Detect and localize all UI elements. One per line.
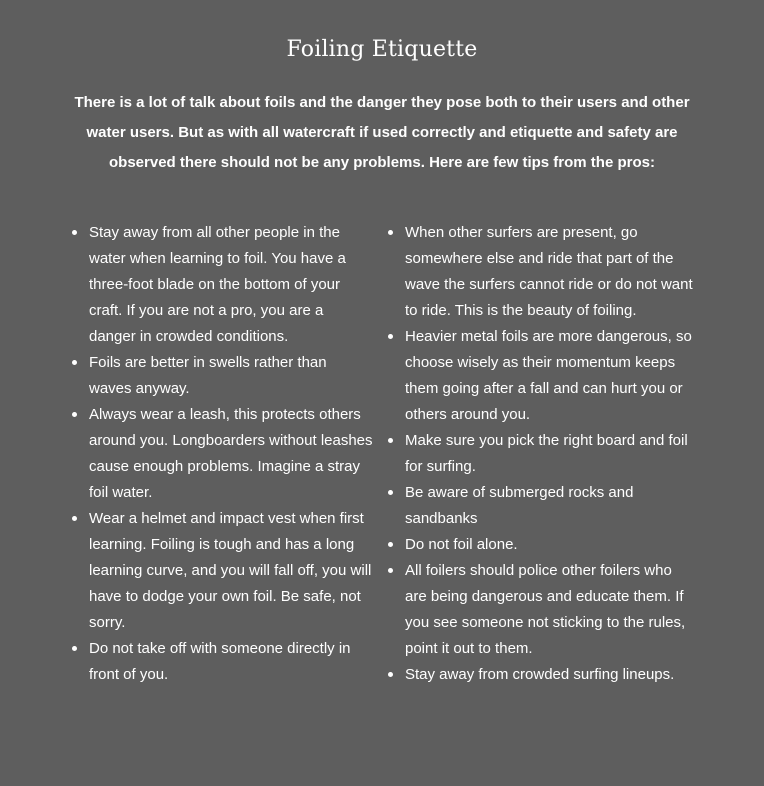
list-item xyxy=(405,480,693,532)
tip-text: Foils are better in swells rather than waves anyway. xyxy=(89,354,327,397)
tip-text: Stay away from crowded surfing lineups. xyxy=(405,666,675,683)
bullet-icon xyxy=(72,516,77,521)
list-item xyxy=(89,402,373,506)
list-item xyxy=(89,220,373,350)
tip-text: Always wear a leash, this protects others around you. Longboarders without leashes cause enough problems. Imagine a stray foil water. xyxy=(89,406,373,501)
bullet-icon xyxy=(388,230,393,235)
tip-text: Heavier metal foils are more dangerous, so choose wisely as their momentum keeps them going after a fall and can hurt you or others around you. xyxy=(405,328,692,423)
tip-text: Wear a helmet and impact vest when first learning. Foiling is tough and has a long learning curve, and you will fall off, you will have to dodge your own foil. Be safe, not sorry. xyxy=(89,510,372,631)
page-title: Foiling Etiquette xyxy=(286,37,478,62)
bullet-icon xyxy=(72,412,77,417)
list-item xyxy=(405,662,693,688)
tip-text: Do not foil alone. xyxy=(405,536,518,553)
tips-list-left xyxy=(89,220,373,688)
tip-text: Stay away from all other people in the water when learning to foil. You have a three-foot blade on the bottom of your craft. If you are not a pro, you are a danger in crowded conditions. xyxy=(89,224,346,345)
bullet-icon xyxy=(388,334,393,339)
bullet-icon xyxy=(388,672,393,677)
bullet-icon xyxy=(388,438,393,443)
bullet-icon xyxy=(388,568,393,573)
list-item xyxy=(405,532,693,558)
intro-paragraph: There is a lot of talk about foils and the danger they pose both to their users and other water users. But as with all watercraft if used correctly and etiquette and safety are observed there should not be any problems. Here are few tips from the pros: xyxy=(74,94,690,171)
bullet-icon xyxy=(388,542,393,547)
bullet-icon xyxy=(72,230,77,235)
tip-text: Be aware of submerged rocks and sandbanks xyxy=(405,484,634,527)
tip-text: Make sure you pick the right board and foil for surfing. xyxy=(405,432,688,475)
bullet-icon xyxy=(72,360,77,365)
tip-text: All foilers should police other foilers who are being dangerous and educate them. If you see someone not sticking to the rules, point it out to them. xyxy=(405,562,686,657)
bullet-icon xyxy=(388,490,393,495)
list-item xyxy=(405,558,693,662)
list-item xyxy=(405,324,693,428)
tip-text: When other surfers are present, go somewhere else and ride that part of the wave the surfers cannot ride or do not want to ride. This is the beauty of foiling. xyxy=(405,224,693,319)
list-item xyxy=(89,350,373,402)
list-item xyxy=(89,636,373,688)
list-item xyxy=(405,220,693,324)
list-item xyxy=(405,428,693,480)
bullet-icon xyxy=(72,646,77,651)
tip-text: Do not take off with someone directly in front of you. xyxy=(89,640,351,683)
list-item xyxy=(89,506,373,636)
tips-list-right xyxy=(405,220,693,688)
